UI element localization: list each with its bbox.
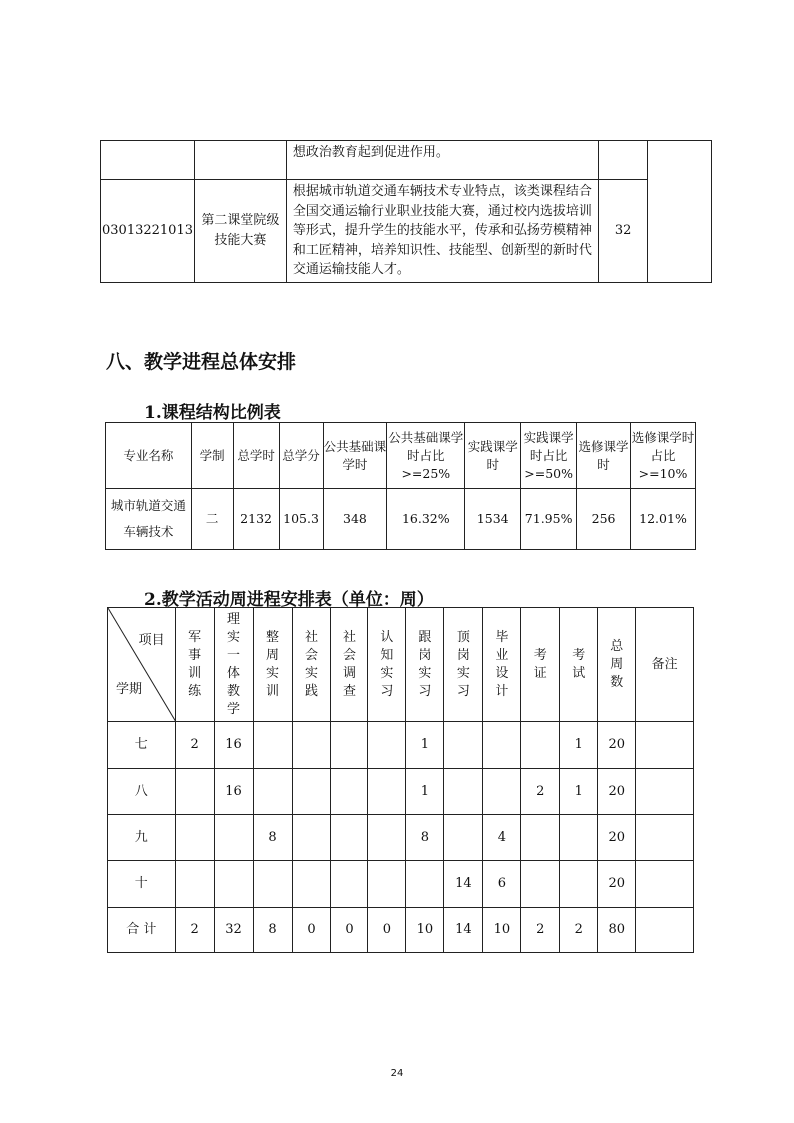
- data-cell: 二: [191, 489, 233, 550]
- data-cell: 10: [406, 908, 444, 953]
- data-cell: 12.01%: [631, 489, 696, 550]
- schedule-table-title: 2.教学活动周进程安排表（单位：周）: [144, 590, 434, 610]
- header-cell: 认知实习: [368, 608, 406, 722]
- header-cell: 社会调查: [331, 608, 368, 722]
- data-cell: 8: [253, 815, 292, 861]
- data-cell: 20: [598, 722, 636, 769]
- data-cell: [331, 861, 368, 908]
- course-desc: 根据城市轨道交通车辆技术专业特点，该类课程结合全国交通运输行业职业技能大赛，通过校内选拔培训等形式，提升学生的技能水平，传承和弘扬劳模精神和工匠精神，培养知识性、技能型、创新型的新时代交通运输技能人才。: [286, 180, 598, 283]
- term-cell: 八: [108, 769, 176, 815]
- header-cell: 跟岗实习: [406, 608, 444, 722]
- data-cell: [521, 722, 560, 769]
- corner-term-label: 学期: [116, 682, 143, 697]
- header-cell: 考证: [521, 608, 560, 722]
- header-cell: 考试: [560, 608, 598, 722]
- data-cell: 71.95%: [521, 489, 577, 550]
- data-cell: 16: [214, 722, 253, 769]
- data-cell: [331, 769, 368, 815]
- header-cell: 学制: [191, 423, 233, 489]
- data-cell: 256: [577, 489, 631, 550]
- data-cell: [292, 861, 331, 908]
- data-cell: [444, 769, 483, 815]
- data-cell: 4: [483, 815, 521, 861]
- data-cell: [175, 861, 214, 908]
- data-cell: [292, 815, 331, 861]
- data-cell: 2132: [233, 489, 279, 550]
- course-table: [100, 140, 712, 283]
- course-hours: [599, 141, 648, 180]
- table-header-row: [108, 608, 694, 722]
- data-cell: 0: [368, 908, 406, 953]
- data-cell: 1534: [465, 489, 521, 550]
- corner-item-label: 项目: [138, 633, 165, 648]
- data-cell: [292, 769, 331, 815]
- data-cell: 0: [331, 908, 368, 953]
- page-number: 24: [390, 1068, 404, 1079]
- data-cell: [253, 722, 292, 769]
- header-cell: 理实一体教学: [214, 608, 253, 722]
- ratio-table: [105, 422, 696, 550]
- table-row: [108, 861, 694, 908]
- data-cell: 城市轨道交通车辆技术: [106, 489, 192, 550]
- header-cell: 公共基础课学时占比>=25%: [387, 423, 465, 489]
- data-cell: [368, 769, 406, 815]
- data-cell: [368, 861, 406, 908]
- header-cell: 总学时: [233, 423, 279, 489]
- course-code: 03013221013: [101, 180, 195, 283]
- data-cell: [636, 861, 694, 908]
- data-cell: [368, 722, 406, 769]
- data-cell: [483, 769, 521, 815]
- data-cell: 2: [521, 908, 560, 953]
- data-cell: [636, 908, 694, 953]
- data-cell: [636, 815, 694, 861]
- data-cell: 8: [406, 815, 444, 861]
- data-cell: 14: [444, 908, 483, 953]
- data-cell: 0: [292, 908, 331, 953]
- course-name: 第二课堂院级技能大赛: [194, 180, 286, 283]
- table-header-row: [106, 423, 696, 489]
- data-cell: [253, 861, 292, 908]
- term-cell: 九: [108, 815, 176, 861]
- data-cell: [292, 722, 331, 769]
- section-heading: 八、教学进程总体安排: [106, 351, 297, 373]
- ratio-table-title: 1.课程结构比例表: [144, 403, 281, 423]
- header-cell: 公共基础课学时: [323, 423, 387, 489]
- course-desc: 想政治教育起到促进作用。: [286, 141, 598, 180]
- header-cell: 总学分: [279, 423, 323, 489]
- term-cell: 七: [108, 722, 176, 769]
- header-cell: 军事训练: [175, 608, 214, 722]
- header-cell: 备注: [636, 608, 694, 722]
- header-cell: 专业名称: [106, 423, 192, 489]
- data-cell: [214, 815, 253, 861]
- data-cell: [175, 815, 214, 861]
- schedule-table: [107, 607, 694, 953]
- course-name: [194, 141, 286, 180]
- table-row: [108, 722, 694, 769]
- data-cell: [253, 769, 292, 815]
- data-cell: 20: [598, 861, 636, 908]
- diagonal-header-cell: [108, 608, 176, 722]
- header-cell: 总周数: [598, 608, 636, 722]
- header-cell: 选修课学时: [577, 423, 631, 489]
- data-cell: 32: [214, 908, 253, 953]
- data-cell: [636, 769, 694, 815]
- course-hours: 32: [599, 180, 648, 283]
- header-cell: 顶岗实习: [444, 608, 483, 722]
- data-cell: [214, 861, 253, 908]
- header-cell: 选修课学时占比>=10%: [631, 423, 696, 489]
- header-cell: 社会实践: [292, 608, 331, 722]
- table-row: [108, 815, 694, 861]
- diagonal-line: [108, 608, 176, 722]
- data-cell: 80: [598, 908, 636, 953]
- data-cell: [521, 815, 560, 861]
- data-cell: 6: [483, 861, 521, 908]
- header-cell: 实践课学时占比>=50%: [521, 423, 577, 489]
- data-cell: 10: [483, 908, 521, 953]
- data-cell: 2: [175, 722, 214, 769]
- data-cell: 1: [406, 722, 444, 769]
- header-cell: 毕业设计: [483, 608, 521, 722]
- data-cell: [560, 815, 598, 861]
- header-cell: 整周实训: [253, 608, 292, 722]
- data-cell: 2: [175, 908, 214, 953]
- data-cell: 1: [560, 722, 598, 769]
- table-row: [101, 141, 712, 180]
- header-cell: 实践课学时: [465, 423, 521, 489]
- data-cell: [175, 769, 214, 815]
- data-cell: [406, 861, 444, 908]
- data-cell: 2: [560, 908, 598, 953]
- data-cell: 16: [214, 769, 253, 815]
- term-cell: 合 计: [108, 908, 176, 953]
- data-cell: 20: [598, 769, 636, 815]
- data-cell: [444, 815, 483, 861]
- course-code: [101, 141, 195, 180]
- data-cell: 14: [444, 861, 483, 908]
- data-cell: [331, 722, 368, 769]
- data-cell: [368, 815, 406, 861]
- data-cell: 2: [521, 769, 560, 815]
- data-cell: 1: [406, 769, 444, 815]
- data-cell: [331, 815, 368, 861]
- term-cell: 十: [108, 861, 176, 908]
- data-cell: 8: [253, 908, 292, 953]
- course-remark: [648, 141, 712, 283]
- data-cell: 20: [598, 815, 636, 861]
- table-row: [101, 180, 712, 283]
- table-total-row: [108, 908, 694, 953]
- table-row: [106, 489, 696, 550]
- data-cell: 16.32%: [387, 489, 465, 550]
- data-cell: 348: [323, 489, 387, 550]
- data-cell: [521, 861, 560, 908]
- data-cell: [483, 722, 521, 769]
- data-cell: [444, 722, 483, 769]
- table-row: [108, 769, 694, 815]
- data-cell: 1: [560, 769, 598, 815]
- data-cell: [636, 722, 694, 769]
- data-cell: [560, 861, 598, 908]
- data-cell: 105.3: [279, 489, 323, 550]
